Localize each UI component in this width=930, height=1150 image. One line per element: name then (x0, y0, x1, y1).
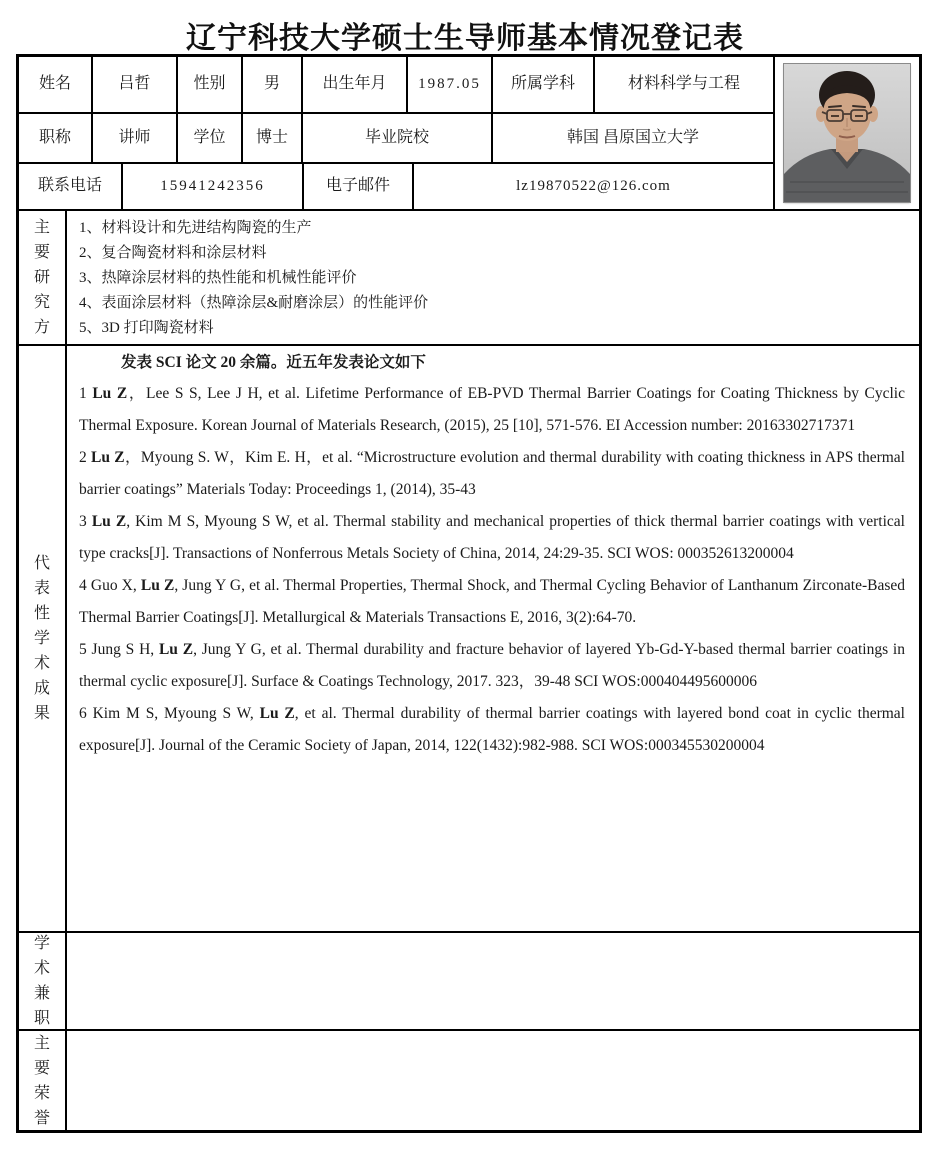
name-value: 吕哲 (93, 57, 178, 114)
school-value: 韩国 昌原国立大学 (493, 114, 775, 164)
publication: 2 Lu Z，Myoung S. W，Kim E. H，et al. “Microstructure evolution and thermal durability with coating thickness in APS thermal barrier coatings” Materials Today: Proceedings 1, (2014), 35-43 (79, 449, 905, 499)
birthdate-label: 出生年月 (303, 57, 408, 114)
achievements-section (19, 346, 919, 933)
publication: 3 Lu Z, Kim M S, Myoung S W, et al. Thermal stability and mechanical properties of thick thermal barrier coatings with vertical type cracks[J]. Transactions of Nonferrous Metals Society of China, 2014, 24:29-35. SCI WOS: 000352613200004 (79, 513, 905, 563)
publication-list (79, 378, 905, 762)
publication: 4 Guo X, Lu Z, Jung Y G, et al. Thermal Properties, Thermal Shock, and Thermal Cycling Behavior of Lanthanum Zirconate-Based Thermal Barrier Coatings[J]. Metallurgical & Materials Transactions E, 2016, 3(2):64-70. (79, 577, 905, 627)
page-title: 辽宁科技大学硕士生导师基本情况登记表 (186, 22, 744, 55)
research-section-label: 主要研究方 (19, 211, 67, 344)
phone-label: 联系电话 (19, 164, 123, 211)
email-value: lz19870522@126.com (414, 164, 775, 211)
school-label: 毕业院校 (303, 114, 493, 164)
publication: 5 Jung S H, Lu Z, Jung Y G, et al. Thermal durability and fracture behavior of layered Yb-Gd-Y-based thermal barrier coatings in thermal cyclic exposure[J]. Surface & Coatings Technology, 2017. 323，39-48 SCI WOS:000404495600006 (79, 641, 905, 691)
birthdate-value: 1987.05 (408, 57, 493, 114)
portrait-photo (784, 64, 910, 202)
publication: 6 Kim M S, Myoung S W, Lu Z, et al. Thermal durability of thermal barrier coatings with layered bond coat in cyclic thermal exposure[J]. Journal of the Ceramic Society of Japan, 2014, 122(1432):982-988. SCI WOS:000345530200004 (79, 705, 905, 755)
job-title-value: 讲师 (93, 114, 178, 164)
gender-label: 性别 (178, 57, 243, 114)
publications-intro: 发表 SCI 论文 20 余篇。近五年发表论文如下 (121, 354, 426, 372)
achievements-section-label: 代表性学术成果 (19, 346, 67, 931)
research-item: 5、3D 打印陶瓷材料 (79, 320, 214, 336)
honors-content (67, 1031, 919, 1130)
research-item: 2、复合陶瓷材料和涂层材料 (79, 245, 267, 261)
email-label: 电子邮件 (304, 164, 414, 211)
name-label: 姓名 (19, 57, 93, 114)
registration-form-table (16, 54, 922, 1133)
discipline-value: 材料科学与工程 (595, 57, 775, 114)
positions-section-label: 学术兼职 (19, 933, 67, 1029)
research-item: 3、热障涂层材料的热性能和机械性能评价 (79, 270, 357, 286)
degree-value: 博士 (243, 114, 303, 164)
positions-section (19, 933, 919, 1031)
discipline-label: 所属学科 (493, 57, 595, 114)
table-row (19, 114, 775, 164)
table-row (19, 164, 775, 211)
job-title-label: 职称 (19, 114, 93, 164)
research-item: 1、材料设计和先进结构陶瓷的生产 (79, 220, 312, 236)
degree-label: 学位 (178, 114, 243, 164)
honors-section-label: 主要荣誉 (19, 1031, 67, 1130)
phone-value: 15941242356 (123, 164, 304, 211)
positions-content (67, 933, 919, 1029)
research-item: 4、表面涂层材料（热障涂层&耐磨涂层）的性能评价 (79, 295, 429, 311)
basic-info-section (19, 57, 919, 211)
gender-value: 男 (243, 57, 303, 114)
research-section (19, 211, 919, 346)
research-list (67, 211, 919, 344)
publication: 1 Lu Z，Lee S S, Lee J H, et al. Lifetime Performance of EB-PVD Thermal Barrier Coatings for Coating Thickness by Cyclic Thermal Exposure. Korean Journal of Materials Research, (2015), 25 [10], 571-576. EI Accession number: 20163302717371 (79, 385, 905, 435)
photo-cell (775, 57, 919, 211)
honors-section (19, 1031, 919, 1130)
table-row (19, 57, 775, 114)
